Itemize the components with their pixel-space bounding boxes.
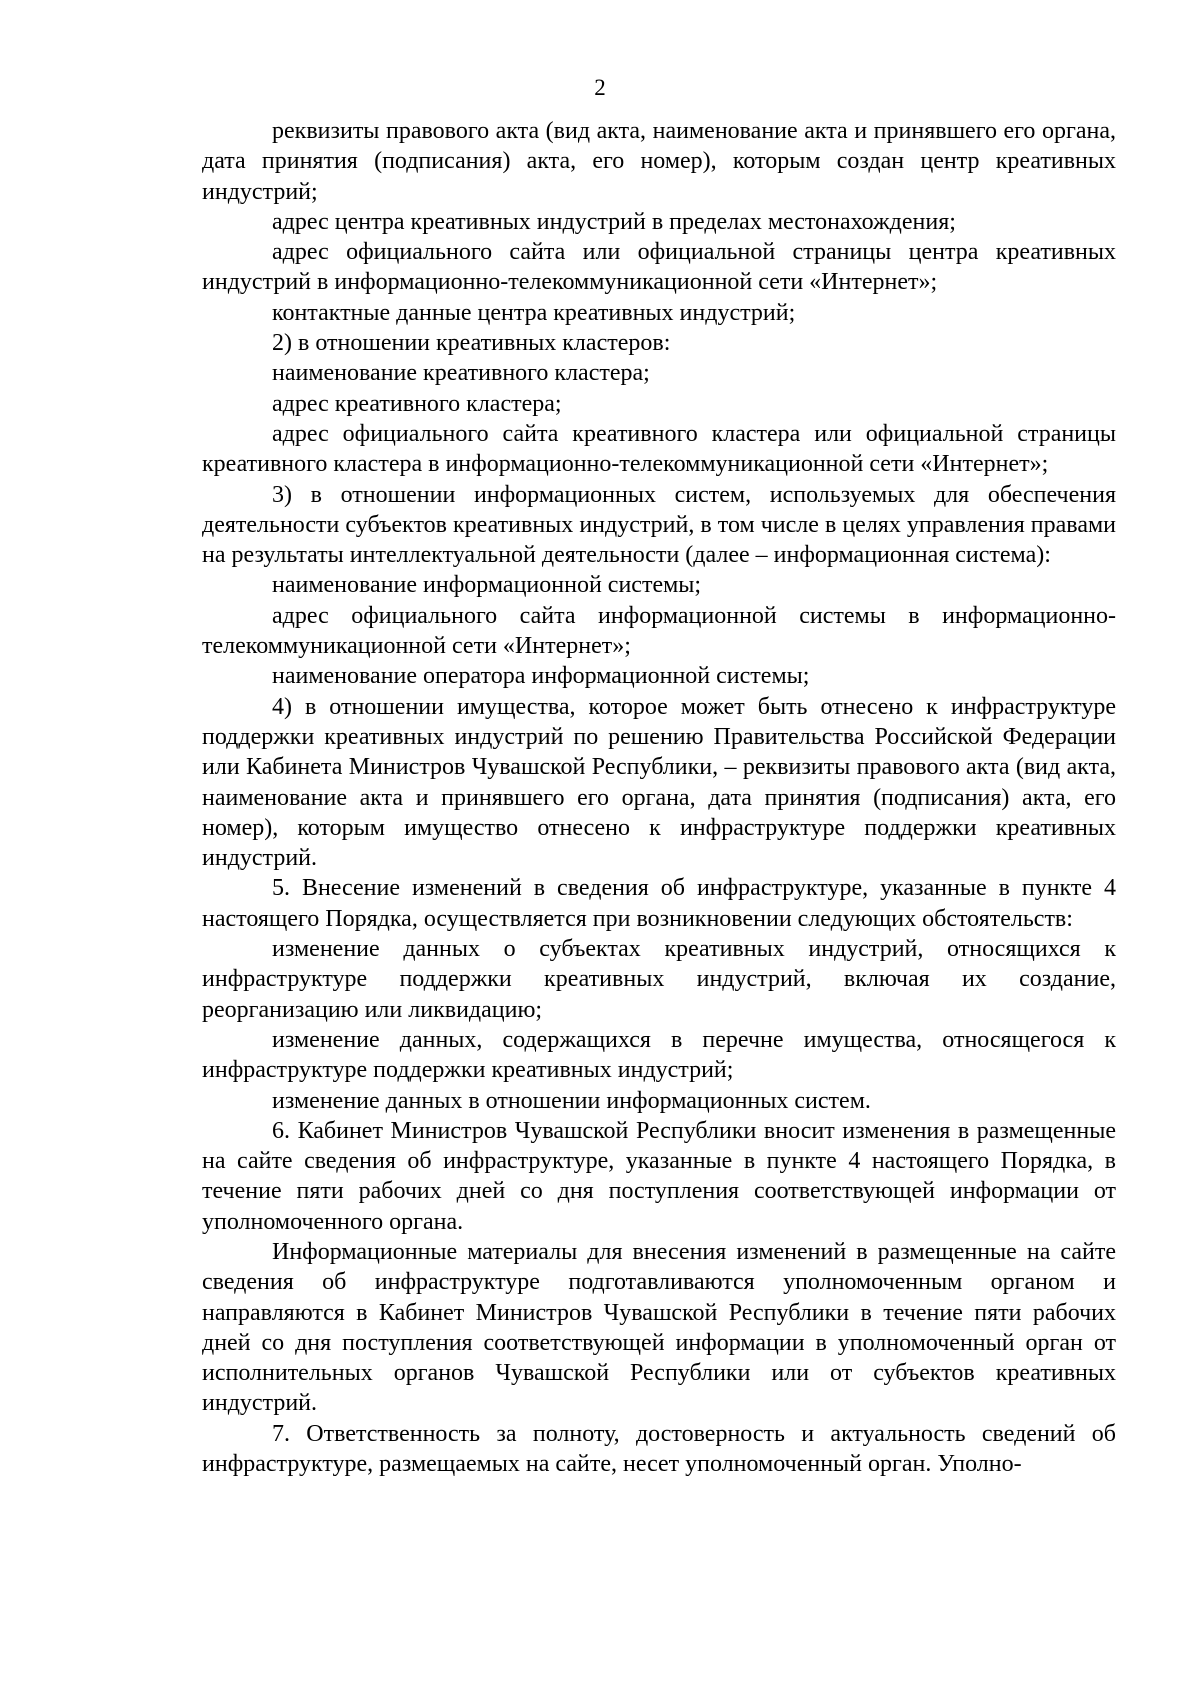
paragraph: адрес официального сайта креативного кластера или официальной страницы креативного кластера в информационно-телекоммуникационной сети «Интернет»; (202, 420, 1116, 478)
paragraph: 5. Внесение изменений в сведения об инфраструктуре, указанные в пункте 4 настоящего Порядка, осуществляется при возникновении следующих обстоятельств: (202, 875, 1116, 932)
paragraph: реквизиты правового акта (вид акта, наименование акта и принявшего его органа, дата принятия (подписания) акта, его номер), которым создан центр креативных индустрий; (202, 118, 1116, 205)
paragraph: адрес центра креативных индустрий в пределах местонахождения; (272, 208, 956, 235)
paragraph: наименование информационной системы; (272, 572, 702, 599)
paragraph: 7. Ответственность за полноту, достоверность и актуальность сведений об инфраструктуре, размещаемых на сайте, несет уполномоченный орган. Уполно- (202, 1420, 1116, 1478)
paragraph: изменение данных в отношении информационных систем. (272, 1087, 871, 1114)
paragraph: изменение данных, содержащихся в перечне имущества, относящегося к инфраструктуре поддержки креативных индустрий; (202, 1026, 1116, 1084)
paragraph: наименование креативного кластера; (272, 360, 650, 387)
paragraph: Информационные материалы для внесения изменений в размещенные на сайте сведения об инфраструктуре подготавливаются уполномоченным органом и направляются в Кабинет Министров Чувашской Республики в течение пяти рабочих дней со дня поступления соответствующей информации в уполномоченный орган от исполнительных органов Чувашской Республики или от субъектов креативных индустрий. (202, 1238, 1116, 1417)
paragraph: адрес креативного кластера; (272, 390, 562, 417)
paragraph: контактные данные центра креативных индустрий; (272, 299, 796, 326)
paragraph: наименование оператора информационной системы; (272, 663, 810, 690)
paragraph: 6. Кабинет Министров Чувашской Республики вносит изменения в размещенные на сайте сведения об инфраструктуре, указанные в пункте 4 настоящего Порядка, в течение пяти рабочих дней со дня поступления соответствующей информации от уполномоченного органа. (202, 1117, 1116, 1235)
paragraph: 2) в отношении креативных кластеров: (272, 330, 671, 357)
paragraph: 3) в отношении информационных систем, используемых для обеспечения деятельности субъектов креативных индустрий, в том числе в целях управления правами на результаты интеллектуальной деятельности (далее – информационная система): (202, 481, 1116, 569)
page-number: 2 (594, 75, 606, 100)
paragraph: адрес официального сайта или официальной страницы центра креативных индустрий в информационно-телекоммуникационной сети «Интернет»; (202, 239, 1116, 296)
paragraph: 4) в отношении имущества, которое может быть отнесено к инфраструктуре поддержки креативных индустрий по решению Правительства Российской Федерации или Кабинета Министров Чувашской Республики, – реквизиты правового акта (вид акта, наименование акта и принявшего его органа, дата принятия (подписания) акта, его номер), которым имущество отнесено к инфраструктуре поддержки креативных индустрий. (202, 693, 1116, 872)
paragraph: адрес официального сайта информационной системы в информационно-телекоммуникационной сети «Интернет»; (202, 602, 1116, 660)
paragraph: изменение данных о субъектах креативных индустрий, относящихся к инфраструктуре поддержки креативных индустрий, включая их создание, реорганизацию или ликвидацию; (202, 936, 1116, 1023)
document-body (202, 116, 1116, 1479)
